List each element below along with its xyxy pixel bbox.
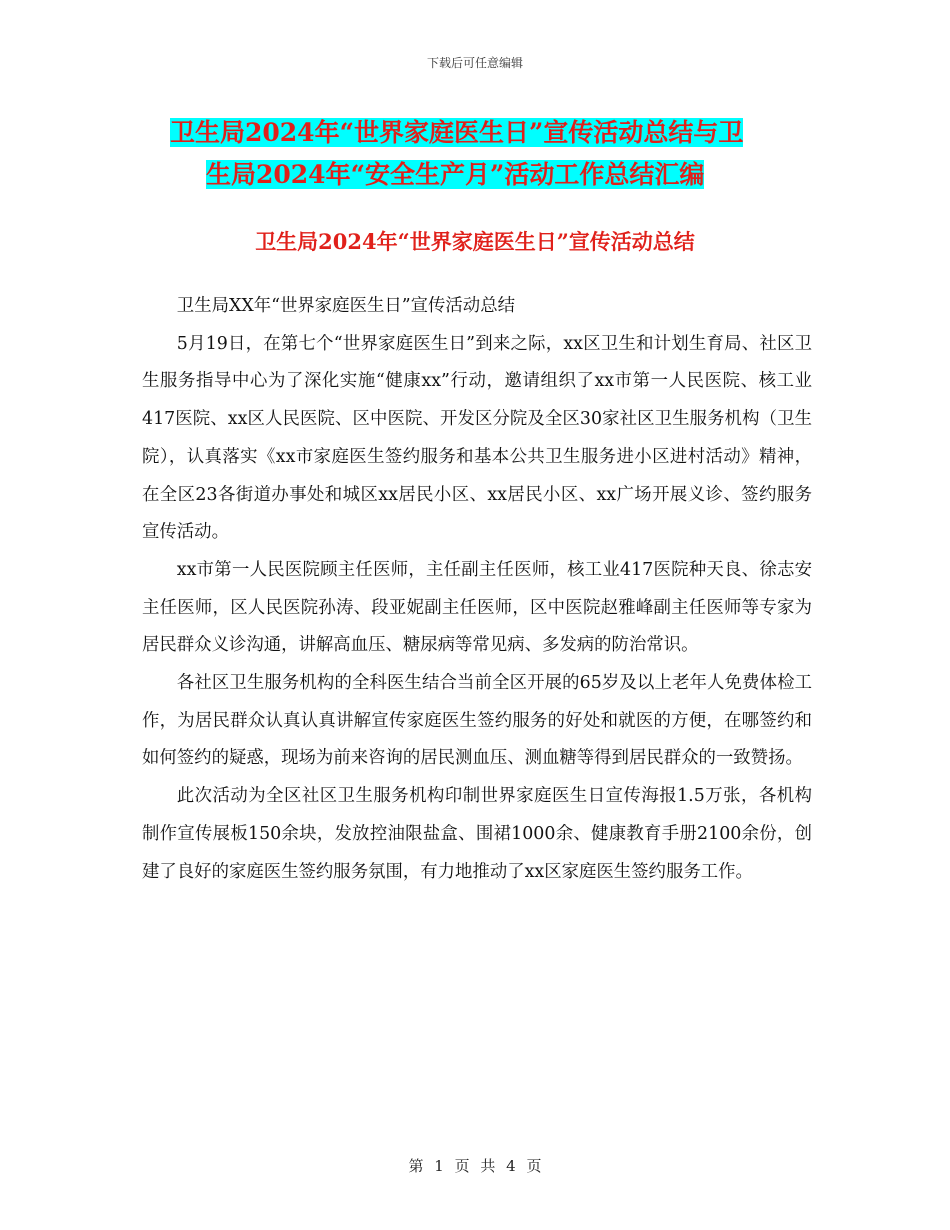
title-line-2: 生局2024年“安全生产月”活动工作总结汇编 [206,160,705,189]
paragraph: 此次活动为全区社区卫生服务机构印制世界家庭医生日宣传海报1.5万张，各机构制作宣传展板150余块，发放控油限盐盒、围裙1000余、健康教育手册2100余份，创建了良好的家庭医生签约服务氛围，有力地推动了xx区家庭医生签约服务工作。 [142,786,812,882]
page-header-note: 下载后可任意编辑 [426,56,523,70]
paragraph: xx市第一人民医院顾主任医师，主任副主任医师，核工业417医院种天良、徐志安主任医师，区人民医院孙涛、段亚妮副主任医师，区中医院赵雅峰副主任医师等专家为居民群众义诊沟通，讲解高血压、糖尿病等常见病、多发病的防治常识。 [142,559,812,656]
paragraph: 各社区卫生服务机构的全科医生结合当前全区开展的65岁及以上老年人免费体检工作，为居民群众认真认真讲解宣传家庭医生签约服务的好处和就医的方便，在哪签约和如何签约的疑惑，现场为前来咨询的居民测血压、测血糖等得到居民群众的一致赞扬。 [142,673,812,769]
document-body [142,288,812,891]
page-number: 第 1 页 共 4 页 [408,1157,542,1175]
title-line-1: 卫生局2024年“世界家庭医生日”宣传活动总结与卫 [170,118,744,147]
document-title [170,112,820,196]
paragraph: 卫生局XX年“世界家庭医生日”宣传活动总结 [176,296,515,316]
paragraph: 5月19日，在第七个“世界家庭医生日”到来之际，xx区卫生和计划生育局、社区卫生服务指导中心为了深化实施“健康xx”行动，邀请组织了xx市第一人民医院、核工业417医院、xx区人民医院、区中医院、开发区分院及全区30家社区卫生服务机构（卫生院），认真落实《xx市家庭医生签约服务和基本公共卫生服务进小区进村活动》精神，在全区23各街道办事处和城区xx居民小区、xx居民小区、xx广场开展义诊、签约服务宣传活动。 [142,333,812,543]
section-title: 卫生局2024年“世界家庭医生日”宣传活动总结 [255,229,695,254]
